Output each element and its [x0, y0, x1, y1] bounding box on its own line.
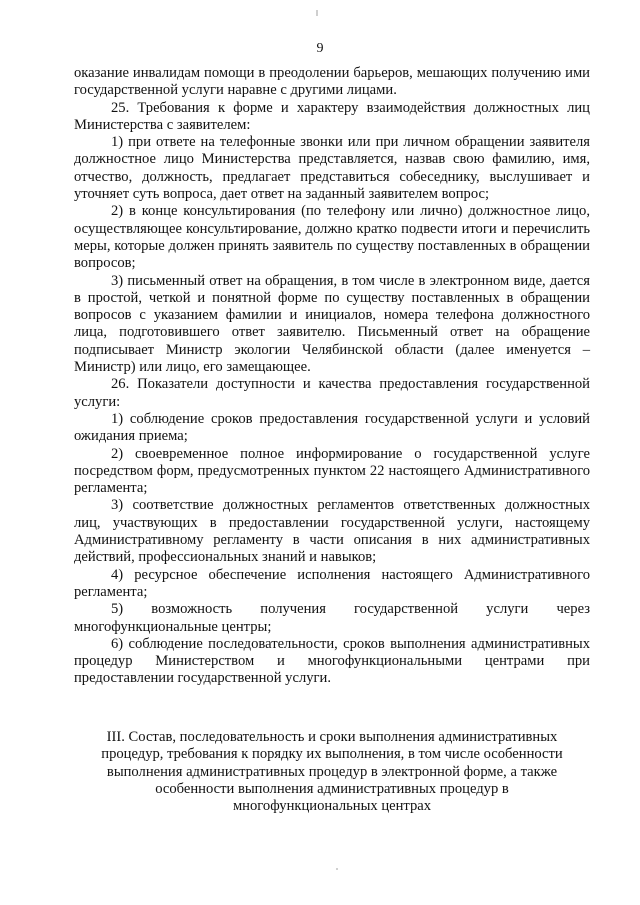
body-text — [74, 65, 590, 688]
paragraph-item-26-5: 5) возможность получения государственной услуги через многофункциональные центры; — [74, 601, 590, 635]
paragraph-continuation: оказание инвалидам помощи в преодолении барьеров, мешающих получению ими государственной услуги наравне с другими лицами. — [74, 65, 590, 99]
section-heading-line: процедур, требования к порядку их выполнения, в том числе особенности — [101, 746, 563, 763]
section-heading — [74, 729, 590, 815]
paragraph-item-26-2: 2) своевременное полное информирование о государственной услуге посредством форм, предусмотренных пунктом 22 настоящего Административного регламента; — [74, 445, 590, 497]
paragraph-item-25-1: 1) при ответе на телефонные звонки или при личном обращении заявителя должностное лицо Министерства представляется, назвав свою фамилию, имя, отчество, должность, предлагает представиться собеседнику, выслушивает и уточняет суть вопроса, дает ответ на заданный заявителем вопрос; — [74, 134, 590, 203]
paragraph-item-26-6: 6) соблюдение последовательности, сроков выполнения административных процедур Министерством и многофункциональными центрами при предоставлении государственной услуги. — [74, 635, 590, 687]
section-heading-line: выполнения административных процедур в электронной форме, а также — [106, 763, 558, 780]
paragraph-item-26: 26. Показатели доступности и качества предоставления государственной услуги: — [74, 376, 590, 410]
paragraph-item-25: 25. Требования к форме и характеру взаимодействия должностных лиц Министерства с заявителем: — [74, 99, 590, 133]
paragraph-item-25-2: 2) в конце консультирования (по телефону или лично) должностное лицо, осуществляющее консультирование, должно кратко подвести итоги и перечислить меры, которые должен принять заявитель по существу поставленных в обращении вопросов; — [74, 203, 590, 272]
scan-artifact — [316, 10, 318, 16]
paragraph-item-26-1: 1) соблюдение сроков предоставления государственной услуги и условий ожидания приема; — [74, 410, 590, 445]
scan-artifact — [336, 868, 338, 870]
section-heading-line: особенности выполнения административных процедур в — [155, 780, 509, 797]
paragraph-item-26-4: 4) ресурсное обеспечение исполнения настоящего Административного регламента; — [74, 566, 590, 600]
paragraph-item-26-3: 3) соответствие должностных регламентов ответственных должностных лиц, участвующих в предоставлении государственной услуги, настоящему Административному регламенту в части описания в них административных действий, профессиональных знаний и навыков; — [74, 497, 590, 566]
page-number: 9 — [316, 41, 324, 56]
section-heading-line: III. Состав, последовательность и сроки выполнения административных — [106, 729, 558, 745]
paragraph-item-25-3: 3) письменный ответ на обращения, в том числе в электронном виде, дается в простой, четкой и понятной форме по существу поставленных в обращении вопросов с указанием фамилии и инициалов, номера телефона должностного лица, подготовившего ответ заявителю. Письменный ответ на обращение подписывает Министр экологии Челябинской области (далее именуется – Министр) или лицо, его замещающее. — [74, 272, 590, 376]
section-heading-line: многофункциональных центрах — [232, 798, 432, 815]
